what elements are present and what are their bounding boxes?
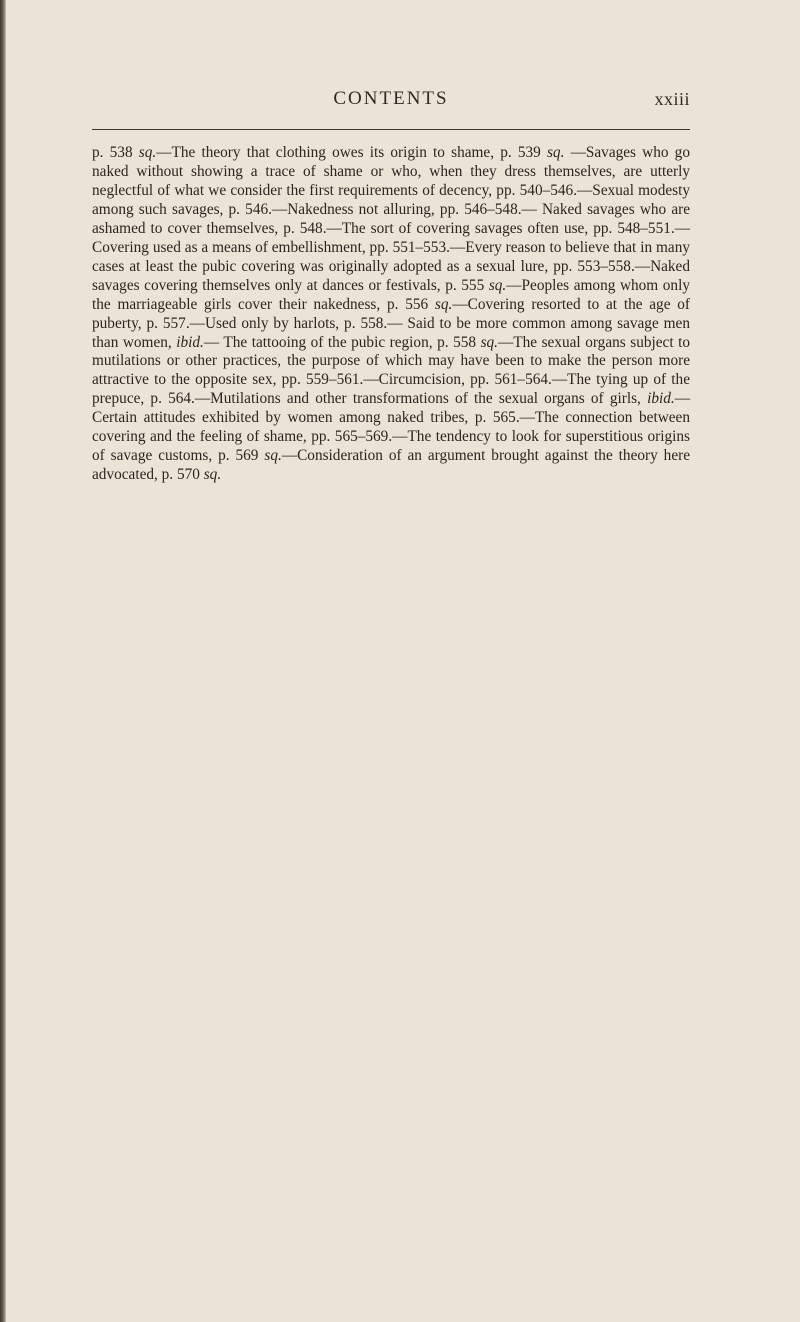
header-rule: [92, 129, 690, 130]
running-head-title: CONTENTS: [333, 88, 449, 109]
text-segment: —Covering resorted to at the age of puberty, p. 557.—Used only by harlots, p. 558.— Said to be more common among savage men than women,: [92, 295, 690, 351]
text-segment-italic: sq.: [546, 144, 565, 161]
text-segment: —Consideration of an argument brought against the theory here advocated, p. 570: [92, 447, 690, 484]
text-segment-italic: ibid.: [647, 390, 675, 408]
text-segment: p. 538: [92, 144, 139, 161]
contents-paragraph: [92, 144, 690, 485]
page-number: xxiii: [654, 89, 690, 109]
text-segment-italic: ibid.: [176, 333, 204, 351]
text-segment: —The theory that clothing owes its origin to shame, p. 539: [156, 144, 547, 161]
text-segment-italic: sq.: [480, 333, 498, 351]
text-segment: —Peoples among whom only the marriageable girls cover their nakedness, p. 556: [92, 276, 690, 313]
text-segment-italic: sq.: [138, 144, 157, 161]
running-head: [92, 88, 690, 114]
text-segment-italic: sq.: [488, 276, 507, 294]
text-segment: —The sexual organs subject to mutilations or other practices, the purpose of which may have been to make the person more attractive to the opposite sex, pp. 559–561.—Circumcision, pp. 561–564.—The tying up of the prepuce, p. 564.—Mutilations and other transformations of the sexual organs of girls,: [92, 333, 691, 408]
text-segment-italic: sq.: [434, 295, 453, 313]
text-segment-italic: sq.: [203, 466, 222, 484]
text-segment: —Certain attitudes exhibited by women among naked tribes, p. 565.—The connection between covering and the feeling of shame, pp. 565–569.—The tendency to look for superstitious origins of savage customs, p. 569: [92, 390, 690, 465]
text-segment-italic: sq.: [264, 447, 282, 465]
text-segment: —Savages who go naked without showing a trace of shame or who, when they dress themselves, are utterly neglectful of what we consider the first requirements of decency, pp. 540–546.—Sexual modesty among such savages, p. 546.—Nakedness not alluring, pp. 546–548.— Naked savages who are ashamed to cover themselves, p. 548.—The sort of covering savages often use, pp. 548–551.—Covering used as a means of embellishment, pp. 551–553.—Every reason to believe that in many cases at least the pubic covering was originally adopted as a sexual lure, pp. 553–558.—Naked savages covering themselves only at dances or festivals, p. 555: [92, 144, 690, 294]
text-segment: — The tattooing of the pubic region, p. 558: [203, 333, 481, 351]
